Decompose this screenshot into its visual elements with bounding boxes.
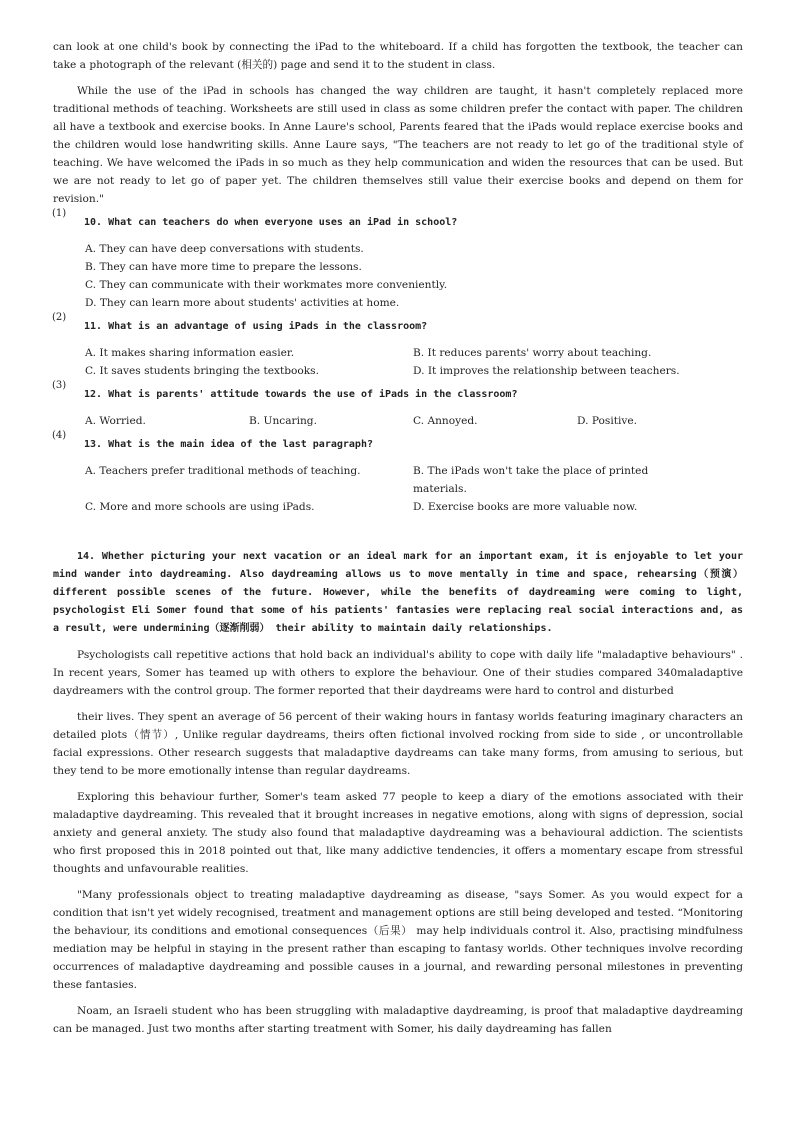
question-12 (52, 380, 743, 430)
question-stem: 12. What is parents' attitude towards the use of iPads in the classroom? (84, 389, 518, 400)
question-stem: 10. What can teachers do when everyone uses an iPad in school? (84, 217, 458, 228)
option-d[interactable]: D. Positive. (577, 415, 638, 427)
intro-paragraph-1: can look at one child's book by connecting the iPad to the whiteboard. If a child has forgotten the textbook, the teacher can take a photograph of the relevant (相关的) page and send it to the student in class. (53, 41, 743, 71)
question-11 (52, 312, 743, 380)
question-number: (1) (52, 208, 67, 219)
option-a[interactable]: A. It makes sharing information easier. (85, 347, 295, 359)
passage-14-paragraph-3: Exploring this behaviour further, Somer's team asked 77 people to keep a diary of the emotions associated with their maladaptive daydreaming. This revealed that it brought increases in negative emotions, along with signs of depression, social anxiety and general anxiety. The study also found that maladaptive daydreaming was a behavioural addiction. The scientists who first proposed this in 2018 pointed out that, like many addictive tendencies, it offers a momentary escape from stressful thoughts and unfavourable realities. (53, 791, 743, 875)
option-a[interactable]: A. Teachers prefer traditional methods of teaching. (85, 465, 361, 477)
passage-14-paragraph-4: "Many professionals object to treating maladaptive daydreaming as disease, "says Somer. As you would expect for a condition that isn't yet widely recognised, treatment and management options are still being developed and tested. “Monitoring the behaviour, its conditions and emotional consequences（后果） may help individuals control it. Also, practising mindfulness mediation may be helpful in staying in the present rather than escaping to fantasy worlds. Other techniques involve recording occurrences of maladaptive daydreaming and possible causes in a journal, and rewarding personal milestones in preventing these fantasies. (53, 889, 743, 991)
option-c[interactable]: C. They can communicate with their workmates more conveniently. (85, 279, 448, 291)
option-list (85, 240, 743, 312)
option-c[interactable]: C. More and more schools are using iPads. (85, 501, 315, 513)
option-c[interactable]: C. Annoyed. (413, 415, 478, 427)
question-13 (52, 430, 743, 516)
option-a[interactable]: A. They can have deep conversations with students. (85, 243, 364, 255)
option-b[interactable]: B. It reduces parents' worry about teaching. (413, 347, 652, 359)
option-list (85, 344, 743, 380)
question-number: (4) (52, 430, 67, 441)
option-c[interactable]: C. It saves students bringing the textbooks. (85, 365, 319, 377)
passage-14-paragraph-1: Psychologists call repetitive actions that hold back an individual's ability to cope with daily life "maladaptive behaviours" . In recent years, Somer has teamed up with others to explore the behaviour. One of their studies compared 340maladaptive daydreamers with the control group. The former reported that their daydreams were hard to control and disturbed (53, 649, 743, 697)
question-number: (3) (52, 380, 67, 391)
option-d[interactable]: D. Exercise books are more valuable now. (413, 501, 638, 513)
question-stem: 13. What is the main idea of the last paragraph? (84, 439, 373, 450)
option-b[interactable]: B. They can have more time to prepare the lessons. (85, 261, 362, 273)
option-d[interactable]: D. They can learn more about students' activities at home. (85, 297, 400, 309)
option-b[interactable]: B. Uncaring. (249, 415, 317, 427)
passage-14-lead: 14. Whether picturing your next vacation or an ideal mark for an important exam, it is enjoyable to let your mind wander into daydreaming. Also daydreaming allows us to move mentally in time and space, rehearsing（预演）different possible scenes of the future. However, while the benefits of daydreaming were coming to light, psychologist Eli Somer found that some of his patients' fantasies were replacing real social interactions and, as a result, were undermining（逐渐削弱） their ability to maintain daily relationships. (53, 551, 743, 634)
option-d[interactable]: D. It improves the relationship between teachers. (413, 365, 680, 377)
question-stem: 11. What is an advantage of using iPads in the classroom? (84, 321, 428, 332)
option-list (85, 462, 743, 516)
question-10 (52, 208, 743, 312)
question-number: (2) (52, 312, 67, 323)
document-page (53, 38, 743, 1038)
option-list (85, 412, 743, 430)
passage-14-paragraph-2: their lives. They spent an average of 56 percent of their waking hours in fantasy worlds featuring imaginary characters an detailed plots（情节）, Unlike regular daydreams, theirs often fictional involved rocking from side to side , or uncontrollable facial expressions. Other research suggests that maladaptive daydreams can take many forms, from amusing to serious, but they tend to be more emotionally intense than regular daydreams. (53, 711, 743, 777)
option-a[interactable]: A. Worried. (85, 415, 146, 427)
option-b[interactable]: B. The iPads won't take the place of printed materials. (413, 465, 649, 495)
passage-14-paragraph-5: Noam, an Israeli student who has been struggling with maladaptive daydreaming, is proof that maladaptive daydreaming can be managed. Just two months after starting treatment with Somer, his daily daydreaming has fallen (53, 1005, 743, 1035)
intro-paragraph-2: While the use of the iPad in schools has changed the way children are taught, it hasn't completely replaced more traditional methods of teaching. Worksheets are still used in class as some children prefer the contact with paper. The children all have a textbook and exercise books. In Anne Laure's school, Parents feared that the iPads would replace exercise books and the children would lose handwriting skills. Anne Laure says, "The teachers are not ready to let go of the traditional style of teaching. We have welcomed the iPads in so much as they help communication and widen the resources that can be used. But we are not ready to let go of paper yet. The children themselves still value their exercise books and depend on them for revision." (53, 85, 743, 205)
